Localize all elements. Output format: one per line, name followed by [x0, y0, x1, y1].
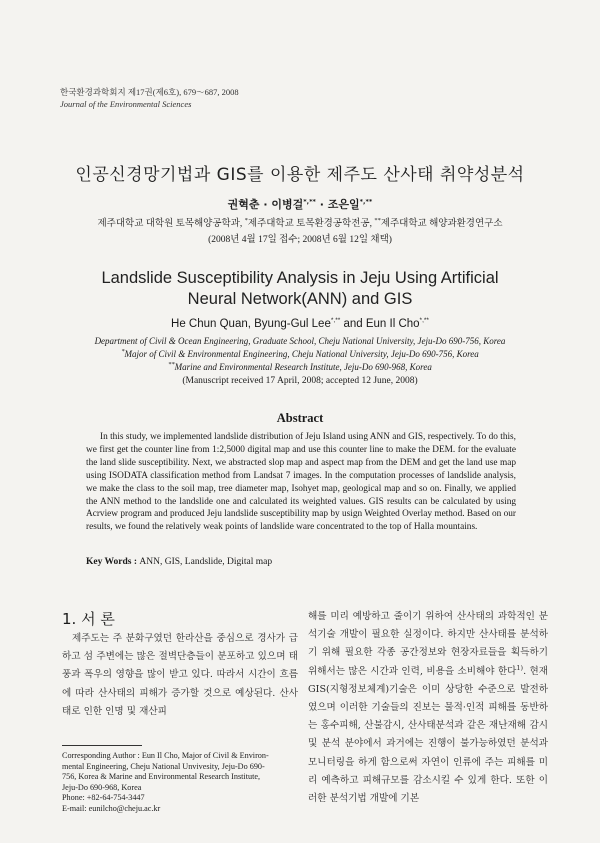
affiliation-part: 제주대학교 해양과환경연구소 — [380, 219, 503, 229]
keywords-label: Key Words : — [86, 557, 140, 567]
title-line: Landslide Susceptibility Analysis in Jeju Using Artificial — [101, 269, 499, 287]
affiliation-line — [0, 348, 600, 361]
intro-right-column — [308, 608, 548, 808]
received-date-korean: (2008년 4월 17일 접수; 2008년 6월 12일 채택) — [208, 235, 392, 245]
abstract-heading: Abstract — [276, 411, 324, 425]
footnote-line: E-mail: eunilcho@cheju.ac.kr — [62, 803, 161, 813]
affiliation-korean — [0, 215, 600, 229]
affiliation-english — [0, 335, 600, 374]
footnote-line: Corresponding Author : Eun Il Cho, Major of Civil & Environ- — [62, 751, 269, 760]
affiliation-mark: ** — [374, 216, 381, 224]
footnote-rule — [62, 745, 142, 746]
footnote-line: Jeju-Do 690-968, Korea — [62, 782, 142, 792]
affiliation-mark: * — [244, 216, 248, 224]
affiliation-line — [0, 361, 600, 374]
footnote-line: mental Engineering, Cheju National Unvivesity, Jeju-Do 690- — [62, 761, 265, 771]
corresponding-author-footnote — [62, 751, 302, 815]
author-separator: · — [315, 198, 328, 211]
author-name: 조은일 — [327, 198, 360, 211]
author-mark: *,** — [303, 197, 316, 206]
intro-text: . 현재 GIS(지형정보체계)기술은 이미 상당한 수준으로 발전하였으며 이러한 기술들의 진보는 물적·인적 피해를 동반하는 홍수피해, 산불감시, 산사태분석과 같은 재난재해 감시 및 분석 분야에서 과거에는 진행이 불가능하였던 분석과 모니터링을 하게 함으로써 자연이 인류에 주는 피해를 미리 예측하고 피해규모를 감소시킬 수 있게 한다. 또한 이러한 분석기법 개발에 기본 — [308, 665, 548, 805]
intro-text: 해를 미리 예방하고 줄이기 위하여 산사태의 과학적인 분석기술 개발이 필요한 실정이다. 하지만 산사태를 분석하기 위해 필요한 각종 공간정보와 현장자료들을 획득하기 위해서는 많은 시간과 인력, 비용을 소비해야 한다 — [308, 611, 548, 677]
author-mark: *,** — [330, 317, 341, 325]
author-mark: *,** — [359, 197, 373, 206]
title-english — [0, 268, 600, 310]
affiliation-mark: * — [121, 348, 125, 355]
journal-name-en: Journal of the Environmental Sciences — [60, 99, 192, 109]
journal-citation-ko: 한국환경과학회지 제17권(제6호), 679～687, 2008 — [60, 87, 239, 97]
author-names: 권혁춘 · 이병걸 — [227, 198, 304, 211]
footnote-line: 756, Korea & Marine and Environmental Research Institute, — [62, 772, 261, 782]
section-heading-introduction: 1. 서 론 — [62, 610, 115, 628]
author-mark: *,** — [419, 317, 429, 325]
authors-english — [0, 318, 600, 330]
intro-left-column: 제주도는 주 분화구였던 한라산을 중심으로 경사가 급하고 섬 주변에는 많은 절벽단층들이 분포하고 있으며 태풍과 폭우의 영향을 많이 받고 있다. 따라서 시간이 흐름에 따라 산사태의 피해가 증가할 것으로 예상된다. 산사태로 인한 인명 및 재산피 — [62, 633, 298, 717]
title-line: Neural Network(ANN) and GIS — [187, 290, 413, 308]
manuscript-date-english: (Manuscript received 17 April, 2008; accepted 12 June, 2008) — [182, 376, 418, 386]
keywords-value: ANN, GIS, Landslide, Digital map — [139, 557, 273, 567]
footnote-line: Phone: +82-64-754-3447 — [62, 793, 145, 803]
affiliation-part: 제주대학교 대학원 토목해양공학과, — [97, 219, 245, 229]
reference-mark: 1) — [516, 663, 524, 672]
title-korean: 인공신경망기법과 GIS를 이용한 제주도 산사태 취약성분석 — [75, 165, 525, 185]
author-names: He Chun Quan, Byung-Gul Lee — [171, 318, 331, 330]
abstract-body: In this study, we implemented landslide distribution of Jeju Island using ANN and GIS, respectively. To do this, we first get the counter line from 1:2,5000 digital map and use this counter line to make the DEM. for the evaluate the land slide susceptibility. Next, we abstracted slop map and aspect map from the DEM and get the land use map using ISODATA classification method from Landsat 7 images. In the computation processes of landslide analysis, we make the class to the soil map, tree diameter map, Isohyet map, geological map and so on. Finally, we applied the ANN method to the landslide one and calculated its weighted values. GIS results can be calculated by using Acrview program and produced Jeju landslide susceptibility map by usign Weighted Overlay method. Based on our results, we found the relatively weak points of landslide ware concentrated to the top of Halla mountains. — [86, 432, 516, 533]
affiliation-text: Marine and Environmental Research Institute, Jeju-Do 690-968, Korea — [174, 362, 432, 372]
author-name: and Eun Il Cho — [340, 318, 420, 330]
journal-header — [60, 86, 239, 110]
keywords — [86, 557, 272, 567]
affiliation-line: Department of Civil & Ocean Engineering, Graduate School, Cheju National University, Jeju-Do 690-756, Korea — [94, 336, 506, 346]
authors-korean — [0, 196, 600, 212]
affiliation-mark: ** — [168, 361, 175, 368]
affiliation-part: 제주대학교 토목환경공학전공, — [247, 219, 375, 229]
affiliation-text: Major of Civil & Environmental Engineering, Cheju National University, Jeju-Do 690-756, Korea — [124, 349, 479, 359]
